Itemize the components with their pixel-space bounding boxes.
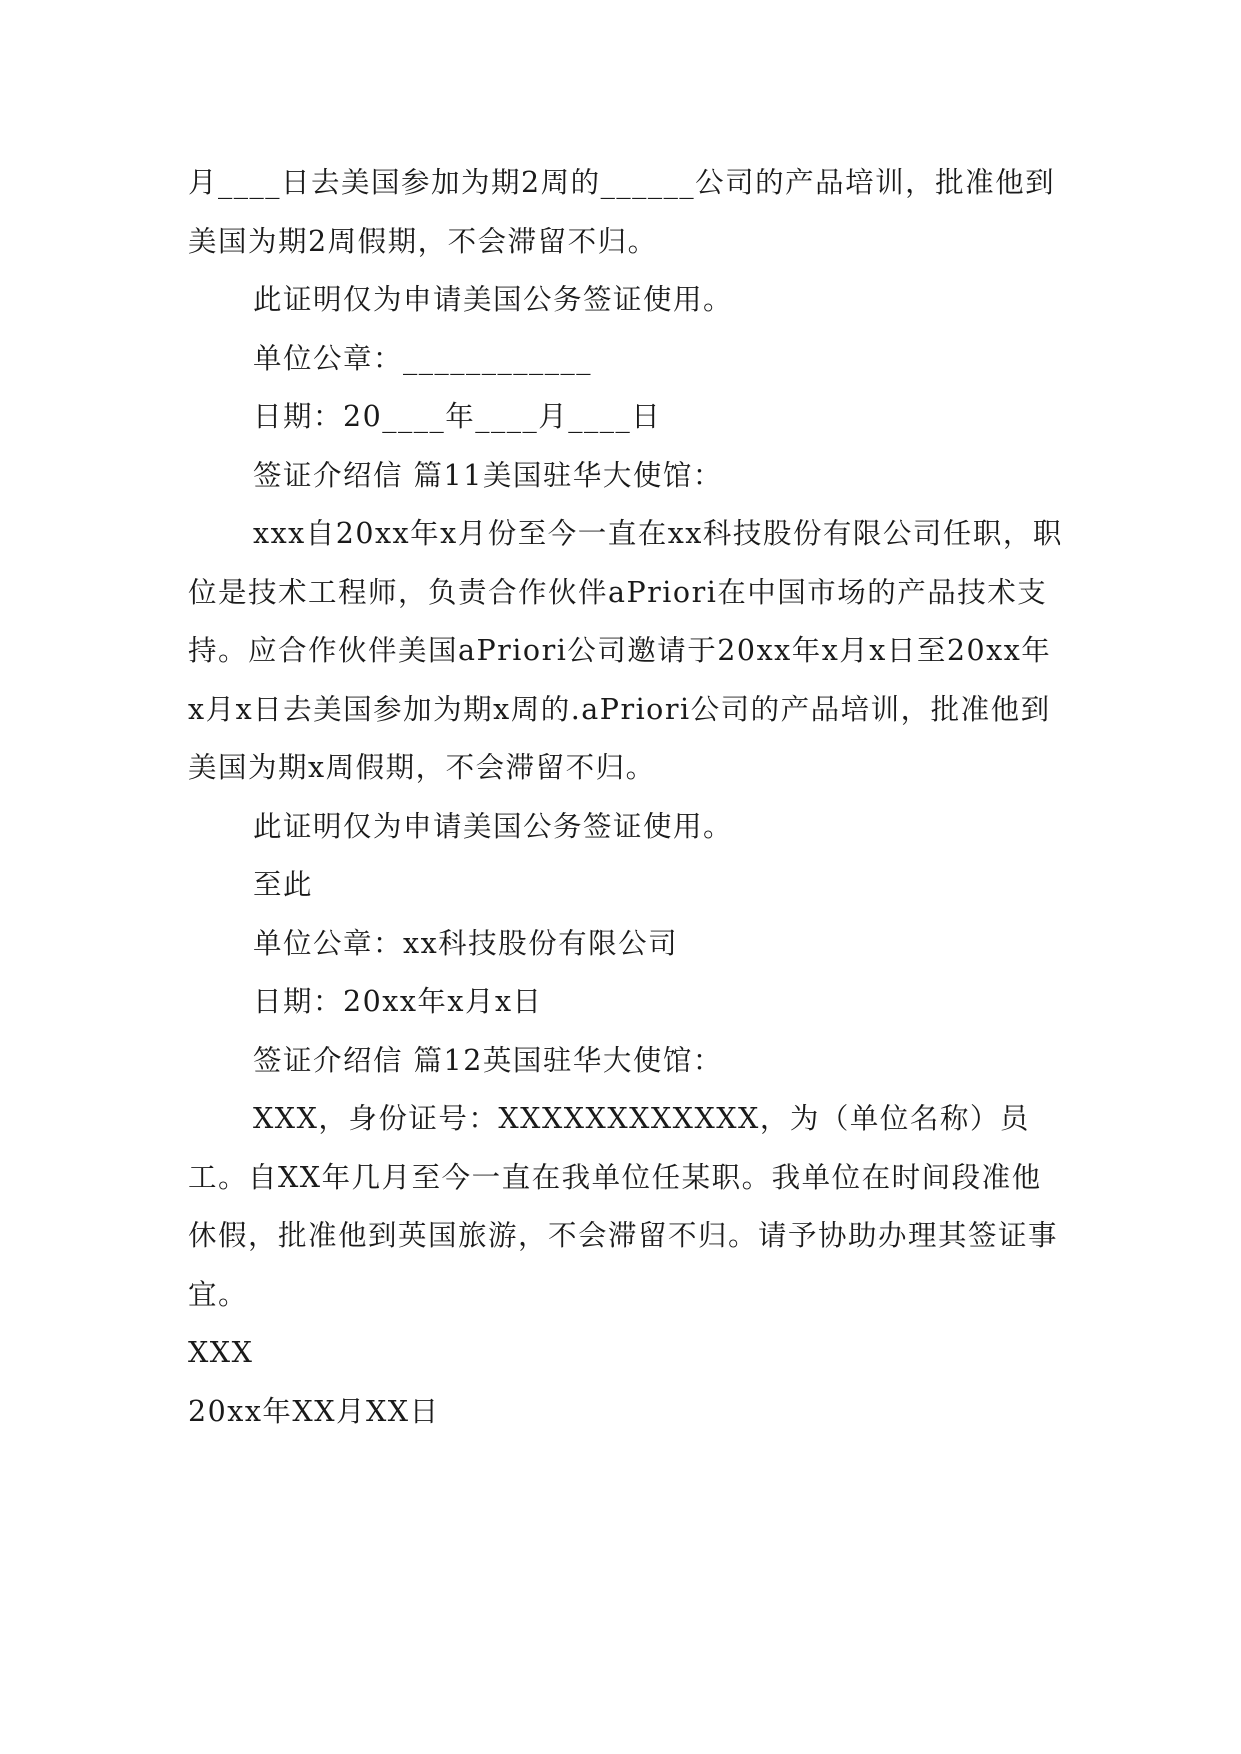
section-heading-11: 签证介绍信 篇11美国驻华大使馆： [253,458,723,492]
paragraph-closing: 至此 [253,868,314,901]
paragraph-seal-line-2: 单位公章：xx科技股份有限公司 [253,926,679,960]
paragraph-purpose-statement-2: 此证明仅为申请美国公务签证使用。 [253,809,734,843]
paragraph-purpose-statement: 此证明仅为申请美国公务签证使用。 [253,283,734,316]
paragraph-date-line: 日期：20____年____月____日 [253,400,662,433]
signature-date: 20xx年XX月XX日 [188,1394,440,1428]
signature-name: XXX [188,1336,254,1369]
paragraph-continuation: 月____日去美国参加为期2周的______公司的产品培训，批准他到美国为期2周假期，不会滞留不归。 [188,166,1056,258]
paragraph-employee-details: XXX，身份证号：XXXXXXXXXXXX，为（单位名称）员工。自XX年几月至今一直在我单位任某职。我单位在时间段准他休假，批准他到英国旅游，不会滞留不归。请予协助办理其签证事宜。 [188,1102,1059,1311]
paragraph-seal-line: 单位公章：____________ [253,341,593,375]
section-heading-12: 签证介绍信 篇12英国驻华大使馆： [253,1043,723,1077]
document-body [188,154,1068,1441]
paragraph-date-line-2: 日期：20xx年x月x日 [253,985,543,1018]
paragraph-employment-details: xxx自20xx年x月份至今一直在xx科技股份有限公司任职，职位是技术工程师，负责合作伙伴aPriori在中国市场的产品技术支持。应合作伙伴美国aPriori公司邀请于20xx年x月x日至20xx年x月x日去美国参加为期x周的.aPriori公司的产品培训，批准他到美国为期x周假期，不会滞留不归。 [188,517,1063,784]
